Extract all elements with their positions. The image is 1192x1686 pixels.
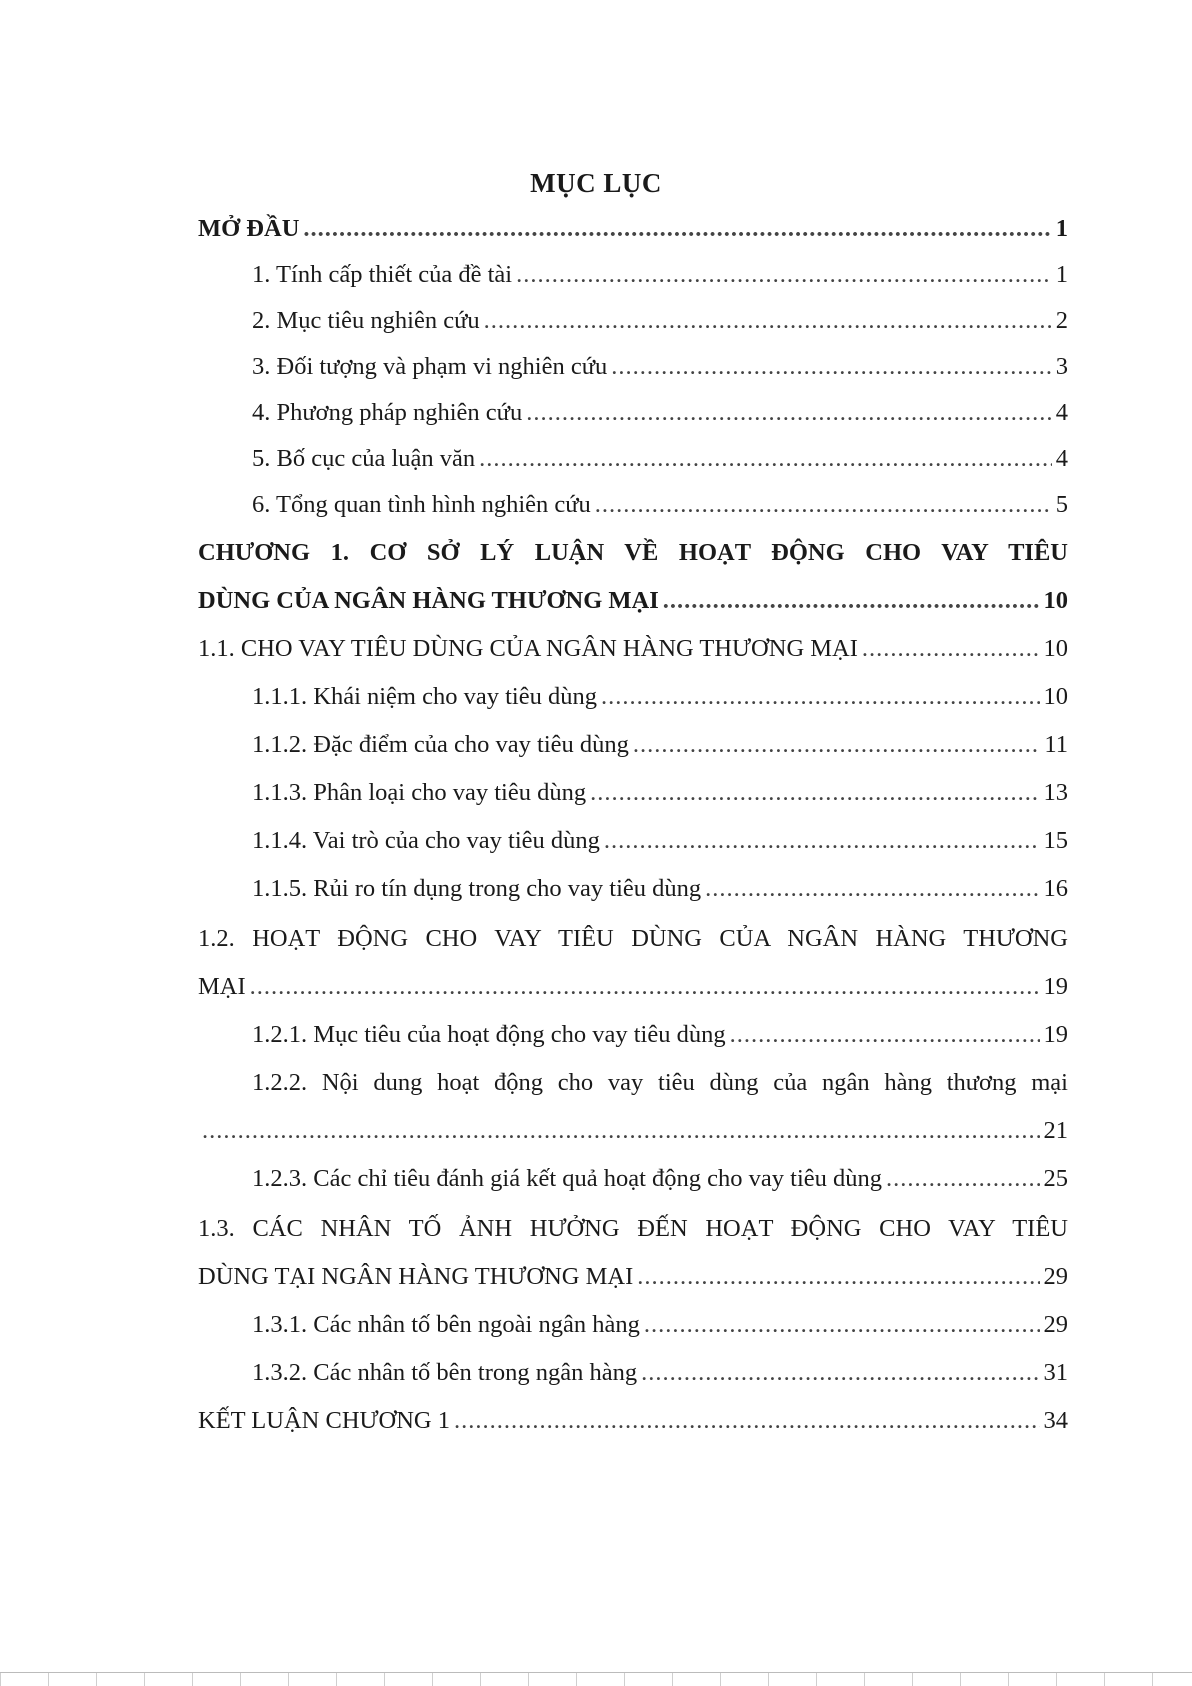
dot-leader [595,488,1052,522]
toc-page-number: 31 [1043,1359,1068,1386]
toc-page-number: 16 [1043,875,1068,902]
dot-leader [611,350,1052,384]
dot-leader [601,680,1040,714]
toc-entry-1-2-1[interactable] [252,1018,1068,1052]
toc-entry-2[interactable] [252,304,1068,338]
dot-leader [479,442,1052,476]
toc-entry-label: 2. Mục tiêu nghiên cứu [252,307,480,334]
toc-page-number: 1 [1055,261,1068,288]
toc-page-number: 19 [1043,1021,1068,1048]
toc-page-number: 19 [1043,973,1068,1000]
toc-page-number: 1 [1055,215,1068,242]
toc-entry-1-1[interactable] [198,632,1068,666]
toc-entry-1[interactable] [252,258,1068,292]
toc-entry-1-3[interactable] [198,1260,1068,1294]
toc-page-number: 10 [1043,683,1068,710]
toc-entry-label: 1.1.4. Vai trò của cho vay tiêu dùng [252,827,600,854]
toc-page-number: 21 [1043,1117,1068,1144]
toc-entry-label: MỞ ĐẦU [198,215,300,242]
toc-entry-5[interactable] [252,442,1068,476]
toc-entry-label: 1.1.5. Rủi ro tín dụng trong cho vay tiêu dùng [252,875,702,902]
toc-entry-1-3-2[interactable] [252,1356,1068,1390]
dot-leader [303,212,1051,246]
toc-page-number: 13 [1043,779,1068,806]
toc-entry-1-2-3[interactable] [252,1162,1068,1196]
dot-leader [663,584,1040,618]
toc-page-number: 34 [1043,1407,1068,1434]
toc-entry-label: 4. Phương pháp nghiên cứu [252,399,523,426]
toc-entry-1-3-line1[interactable]: 1.3. CÁC NHÂN TỐ ẢNH HƯỞNG ĐẾN HOẠT ĐỘNG CHO VAY TIÊU [198,1215,1068,1242]
toc-entry-1-2-line1[interactable]: 1.2. HOẠT ĐỘNG CHO VAY TIÊU DÙNG CỦA NGÂN HÀNG THƯƠNG [198,925,1068,952]
toc-entry-1-2[interactable] [198,970,1068,1004]
dot-leader [526,396,1052,430]
toc-page-number: 29 [1043,1311,1068,1338]
dot-leader [202,1114,1040,1148]
toc-entry-1-1-5[interactable] [252,872,1068,906]
toc-page-number: 3 [1055,353,1068,380]
toc-entry-1-1-1[interactable] [252,680,1068,714]
toc-entry-label: 5. Bố cục của luận văn [252,445,476,472]
toc-entry-label: DÙNG TẠI NGÂN HÀNG THƯƠNG MẠI [198,1263,634,1290]
toc-entry-1-1-2[interactable] [252,728,1068,762]
toc-entry-1-2-2-line1[interactable]: 1.2.2. Nội dung hoạt động cho vay tiêu dùng của ngân hàng thương mại [252,1069,1068,1096]
toc-entry-label: 1.1.1. Khái niệm cho vay tiêu dùng [252,683,597,710]
toc-entry-label: 1.1.3. Phân loại cho vay tiêu dùng [252,779,587,806]
toc-entry-label: 1.2.1. Mục tiêu của hoạt động cho vay tiêu dùng [252,1021,726,1048]
toc-entry-label: 6. Tổng quan tình hình nghiên cứu [252,491,591,518]
toc-entry-chuong-1-line1[interactable]: CHƯƠNG 1. CƠ SỞ LÝ LUẬN VỀ HOẠT ĐỘNG CHO VAY TIÊU [198,539,1068,566]
toc-entry-label: 1.1. CHO VAY TIÊU DÙNG CỦA NGÂN HÀNG THƯƠNG MẠI [198,635,858,662]
dot-leader [637,1260,1039,1294]
toc-entry-label: MẠI [198,973,246,1000]
toc-entry-mo-dau[interactable] [198,212,1068,246]
dot-leader [705,872,1039,906]
dot-leader [250,970,1040,1004]
dot-leader [484,304,1052,338]
toc-entry-label: 1.3.1. Các nhân tố bên ngoài ngân hàng [252,1311,640,1338]
dot-leader [641,1356,1039,1390]
toc-page-number: 15 [1043,827,1068,854]
toc-entry-ket-luan-chuong-1[interactable] [198,1404,1068,1438]
dot-leader [862,632,1040,666]
toc-page-number: 10 [1043,635,1068,662]
toc-page-number: 25 [1043,1165,1068,1192]
dot-leader [730,1018,1040,1052]
toc-page-number: 5 [1055,491,1068,518]
toc-entry-4[interactable] [252,396,1068,430]
toc-entry-1-2-2[interactable] [198,1114,1068,1148]
toc-entry-1-1-3[interactable] [252,776,1068,810]
dot-leader [633,728,1040,762]
toc-page-number: 29 [1043,1263,1068,1290]
dot-leader [644,1308,1040,1342]
page-bottom-edge [0,1672,1192,1686]
toc-entry-label: KẾT LUẬN CHƯƠNG 1 [198,1407,450,1434]
toc-entry-label: 1.3.2. Các nhân tố bên trong ngân hàng [252,1359,638,1386]
dot-leader [454,1404,1040,1438]
toc-entry-label: DÙNG CỦA NGÂN HÀNG THƯƠNG MẠI [198,587,659,614]
toc-page-number: 2 [1055,307,1068,334]
dot-leader [886,1162,1039,1196]
toc-page-number: 4 [1055,399,1068,426]
toc-page-number: 11 [1044,731,1068,758]
toc-page-number: 4 [1055,445,1068,472]
toc-entry-1-1-4[interactable] [252,824,1068,858]
toc-entry-label: 1. Tính cấp thiết của đề tài [252,261,513,288]
dot-leader [590,776,1039,810]
dot-leader [516,258,1052,292]
dot-leader [604,824,1040,858]
toc-entry-label: 1.1.2. Đặc điểm của cho vay tiêu dùng [252,731,629,758]
toc-entry-1-3-1[interactable] [252,1308,1068,1342]
toc-entry-6[interactable] [252,488,1068,522]
toc-entry-3[interactable] [252,350,1068,384]
toc-entry-label: 3. Đối tượng và phạm vi nghiên cứu [252,353,608,380]
toc-entry-label: 1.2.3. Các chỉ tiêu đánh giá kết quả hoạt động cho vay tiêu dùng [252,1165,883,1192]
toc-entry-chuong-1[interactable] [198,584,1068,618]
toc-page-number: 10 [1043,587,1068,614]
toc-title: MỤC LỤC [530,168,662,198]
